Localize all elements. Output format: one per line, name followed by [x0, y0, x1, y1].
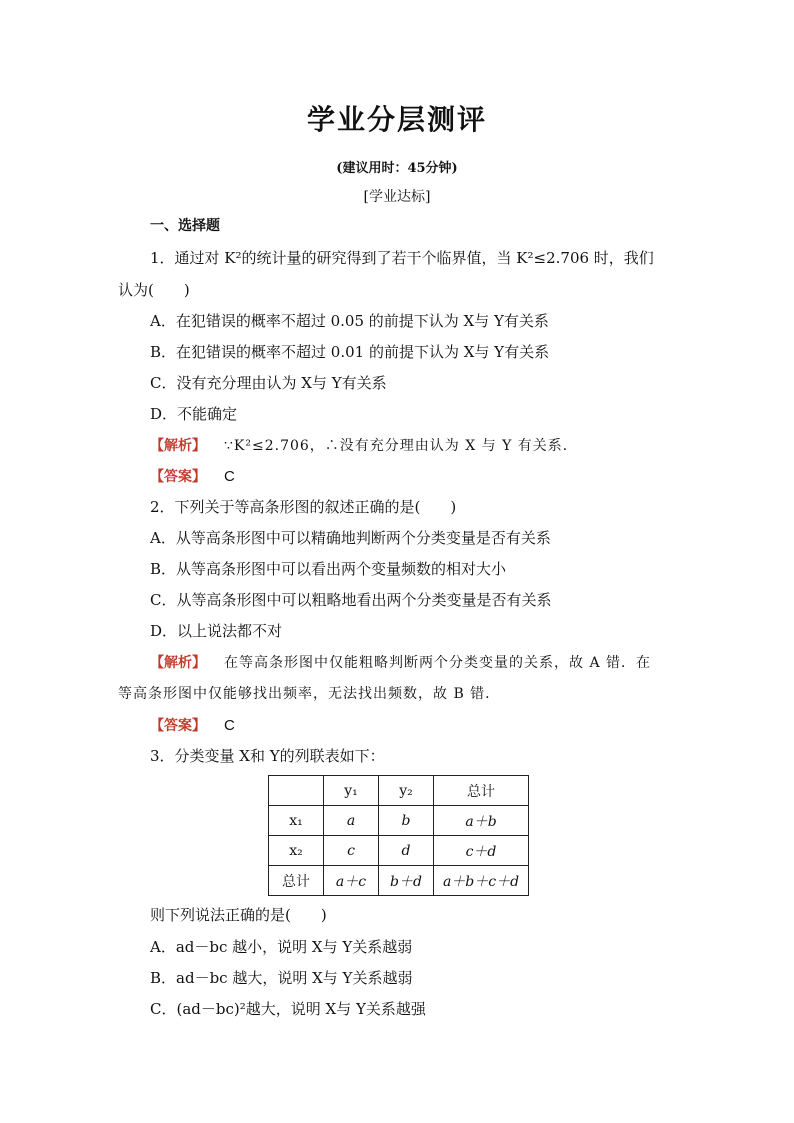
table-cell: a＋c: [324, 866, 379, 896]
table-header-row: [269, 776, 529, 806]
q2-analysis: [150, 652, 651, 673]
q1-option-a: A．在犯错误的概率不超过 0.05 的前提下认为 X与 Y有关系: [150, 312, 549, 330]
q1-option-d: D．不能确定: [150, 405, 238, 423]
q1-analysis-text: ∵K²≤2.706，∴没有充分理由认为 X 与 Y 有关系．: [224, 438, 578, 454]
table-cell: x₂: [269, 836, 324, 866]
q1-option-c: C．没有充分理由认为 X与 Y有关系: [150, 374, 387, 392]
q2-option-d: D．以上说法都不对: [150, 622, 283, 640]
table-cell: c＋d: [434, 836, 529, 866]
q2-option-b: B．从等高条形图中可以看出两个变量频数的相对大小: [150, 560, 507, 578]
analysis-tag: 【解析】: [150, 438, 206, 454]
q1-answer-value: C: [224, 468, 235, 485]
table-cell: y₂: [379, 776, 434, 806]
answer-tag: 【答案】: [150, 718, 206, 734]
q3-stem: 3．分类变量 X和 Y的列联表如下：: [150, 747, 385, 765]
table-cell: b＋d: [379, 866, 434, 896]
contingency-table: [268, 775, 529, 896]
table-cell: b: [379, 806, 434, 836]
table-row: [269, 836, 529, 866]
part-heading: 一、选择题: [150, 218, 220, 234]
answer-tag: 【答案】: [150, 469, 206, 485]
table-cell: c: [324, 836, 379, 866]
suggested-time: (建议用时：45分钟): [336, 161, 458, 176]
page-title: 学业分层测评: [306, 103, 487, 136]
q1-stem-line1: 1．通过对 K²的统计量的研究得到了若干个临界值，当 K²≤2.706 时，我们: [150, 249, 654, 267]
table-cell: a＋b: [434, 806, 529, 836]
q3-option-a: A．ad－bc 越小，说明 X与 Y关系越弱: [150, 938, 413, 956]
table-cell: y₁: [324, 776, 379, 806]
q2-analysis-line1: 在等高条形图中仅能粗略判断两个分类变量的关系，故 A 错．在: [224, 655, 652, 671]
section-label: [学业达标]: [363, 189, 431, 205]
q1-stem-line2: 认为( ): [118, 281, 190, 299]
table-row: [269, 806, 529, 836]
q3-option-c: C．(ad－bc)²越大，说明 X与 Y关系越强: [150, 1000, 426, 1018]
analysis-tag: 【解析】: [150, 655, 206, 671]
table-cell: a: [324, 806, 379, 836]
q2-option-c: C．从等高条形图中可以粗略地看出两个分类变量是否有关系: [150, 591, 552, 609]
q2-option-a: A．从等高条形图中可以精确地判断两个分类变量是否有关系: [150, 529, 551, 547]
q2-stem: 2．下列关于等高条形图的叙述正确的是( ): [150, 498, 457, 516]
table-row: [269, 866, 529, 896]
table-cell: 总计: [434, 776, 529, 806]
table-cell: [269, 776, 324, 806]
q2-answer-value: C: [224, 717, 235, 734]
table-cell: a＋b＋c＋d: [434, 866, 529, 896]
q1-analysis: [150, 435, 578, 456]
q3-option-b: B．ad－bc 越大，说明 X与 Y关系越弱: [150, 969, 413, 987]
table-cell: x₁: [269, 806, 324, 836]
table-cell: d: [379, 836, 434, 866]
q1-answer: [150, 466, 235, 487]
q3-follow: 则下列说法正确的是( ): [150, 906, 327, 924]
q1-option-b: B．在犯错误的概率不超过 0.01 的前提下认为 X与 Y有关系: [150, 343, 550, 361]
q2-answer: [150, 715, 235, 736]
q2-analysis-line2: 等高条形图中仅能够找出频率，无法找出频数，故 B 错．: [118, 686, 501, 702]
table-cell: 总计: [269, 866, 324, 896]
